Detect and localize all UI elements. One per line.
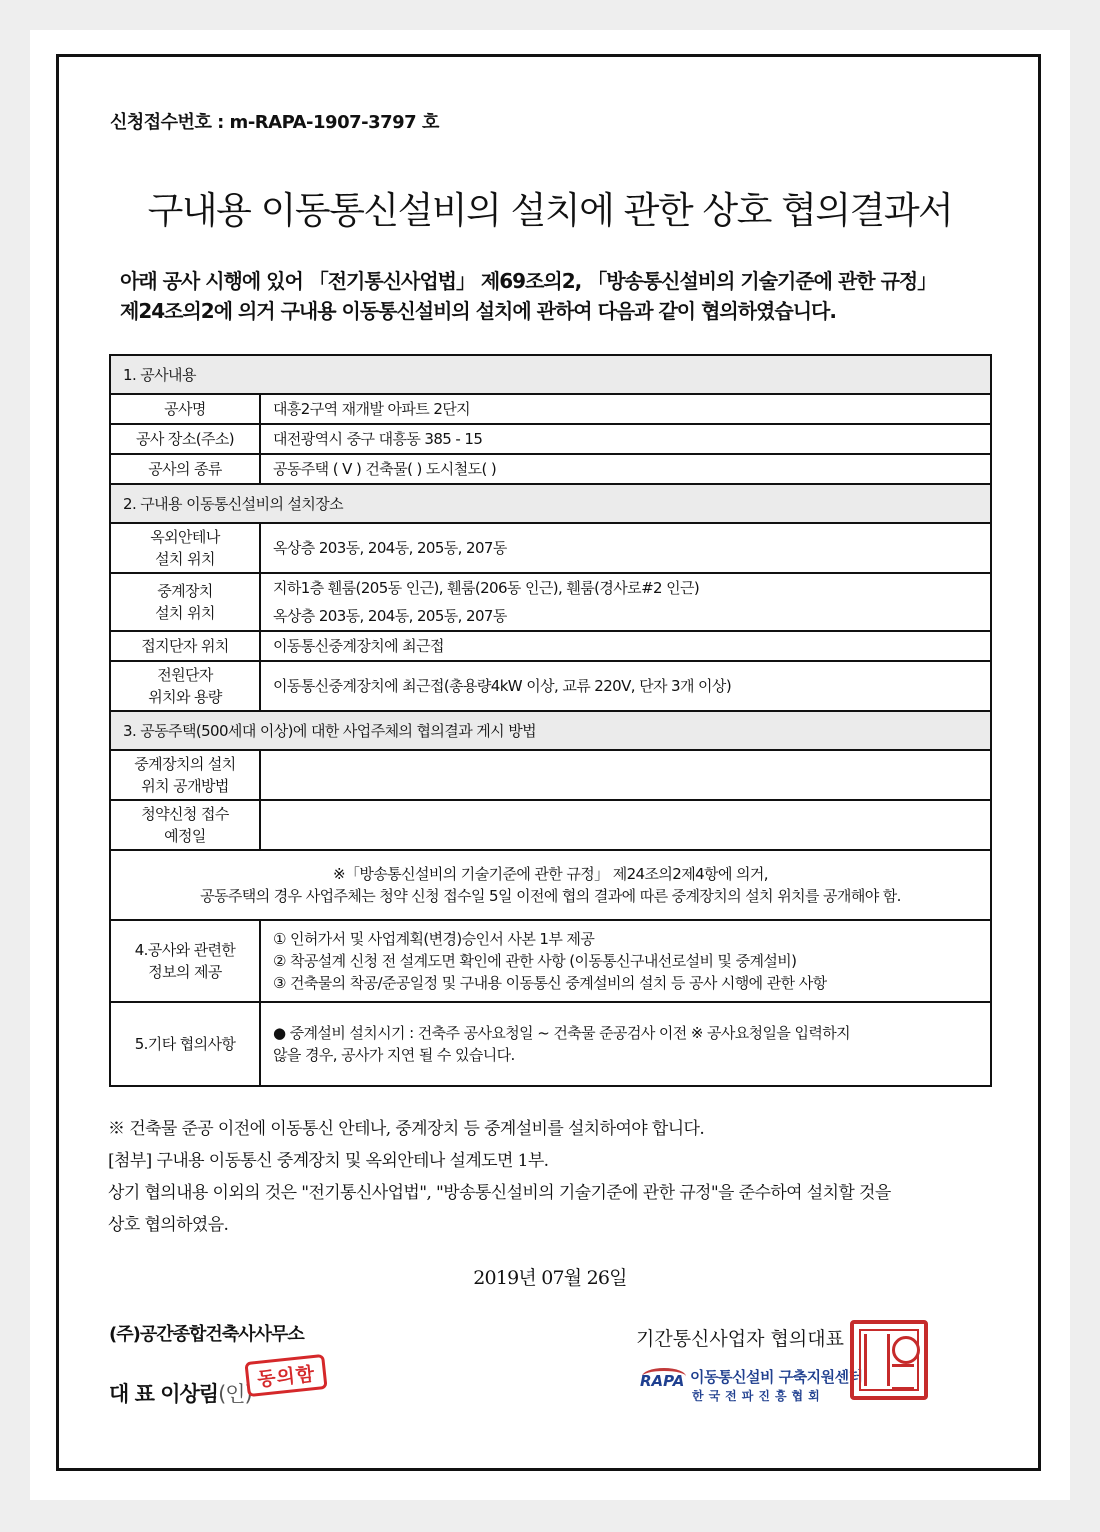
- intro-paragraph: [120, 266, 1000, 326]
- receipt-number: 신청접수번호 : m-RAPA-1907-3797 호: [110, 112, 439, 133]
- value-line: 옥상층 203동, 204동, 205동, 207동: [273, 607, 507, 625]
- row-value-address: 대전광역시 중구 대흥동 385 - 15: [260, 424, 991, 454]
- info-item: ① 인허가서 및 사업계획(변경)승인서 사본 1부 제공: [273, 930, 595, 948]
- row-value-other-matters: [260, 1002, 991, 1086]
- intro-line: 제24조의2에 의거 구내용 이동통신설비의 설치에 관하여 다음과 같이 협의하였습니다.: [120, 299, 836, 323]
- row-label: 공사의 종류: [110, 454, 260, 484]
- row-label: [110, 573, 260, 631]
- row-value-repeater: [260, 573, 991, 631]
- other-line: ● 중계설비 설치시기 : 건축주 공사요청일 ~ 건축물 준공검사 이전 ※ 공사요청일을 입력하지: [273, 1024, 851, 1042]
- row-value-power-terminal: 이동통신중계장치에 최근접(총용량4kW 이상, 교류 220V, 단자 3개 이상): [260, 661, 991, 711]
- representative-name: 대 표 이상림: [109, 1382, 219, 1406]
- row-label-line: 옥외안테나: [150, 528, 220, 546]
- row-label-line: 중계장치: [157, 582, 213, 600]
- company-name: (주)공간종합건축사사무소: [109, 1324, 304, 1345]
- footnote-line: [첨부] 구내용 이동통신 중계장치 및 옥외안테나 설계도면 1부.: [108, 1151, 549, 1171]
- info-item: ② 착공설계 신청 전 설계도면 확인에 관한 사항 (이동통신구내선로설비 및 중계설비): [273, 952, 797, 970]
- row-value-project-name: 대흥2구역 재개발 아파트 2단지: [260, 394, 991, 424]
- representative: [109, 1378, 252, 1408]
- official-seal-icon: [850, 1320, 928, 1400]
- seal-glyph: [892, 1336, 920, 1364]
- seal-glyph: [892, 1364, 914, 1390]
- row-label-line: 중계장치의 설치: [134, 755, 236, 773]
- footnotes: [108, 1113, 1008, 1241]
- row-label-line: 설치 위치: [155, 604, 215, 622]
- row-label-line: 위치 공개방법: [141, 777, 229, 795]
- rapa-logo-text: RAPA: [640, 1372, 685, 1390]
- row-label: 5.기타 협의사항: [110, 1002, 260, 1086]
- agreement-date: 2019년 07월 26일: [473, 1267, 627, 1289]
- seal-placeholder: (인): [218, 1382, 252, 1406]
- info-item: ③ 건축물의 착공/준공일정 및 구내용 이동통신 중계설비의 설치 등 공사 시행에 관한 사항: [273, 974, 827, 992]
- section-header-disclosure: 3. 공동주택(500세대 이상)에 대한 사업주체의 협의결과 게시 방법: [110, 711, 991, 750]
- row-value-outdoor-antenna: 옥상층 203동, 204동, 205동, 207동: [260, 523, 991, 573]
- footnote-line: 상호 협의하였음.: [108, 1215, 229, 1235]
- footnote-line: ※ 건축물 준공 이전에 이동통신 안테나, 중계장치 등 중계설비를 설치하여야 합니다.: [108, 1119, 705, 1139]
- row-label: 접지단자 위치: [110, 631, 260, 661]
- row-label: 공사명: [110, 394, 260, 424]
- row-label: 공사 장소(주소): [110, 424, 260, 454]
- row-label-line: 청약신청 접수: [141, 805, 229, 823]
- document-title: 구내용 이동통신설비의 설치에 관한 상호 협의결과서: [147, 189, 953, 232]
- section-header-installation-location: 2. 구내용 이동통신설비의 설치장소: [110, 484, 991, 523]
- row-value-info-provision: [260, 920, 991, 1002]
- footnote-line: 상기 협의내용 이외의 것은 "전기통신사업법", "방송통신설비의 기술기준에 관한 규정"을 준수하여 설치할 것을: [108, 1183, 891, 1203]
- value-line: 지하1층 휀룸(205동 인근), 휀룸(206동 인근), 휀룸(경사로#2 인근): [273, 579, 700, 597]
- row-label-line: 예정일: [164, 827, 206, 845]
- note-line: 공동주택의 경우 사업주체는 청약 신청 접수일 5일 이전에 협의 결과에 따른 중계장치의 설치 위치를 공개해야 함.: [200, 887, 901, 905]
- rapa-association-name: 한국전파진흥협회: [692, 1389, 825, 1403]
- row-value-construction-type: 공동주택 ( V ) 건축물( ) 도시철도( ): [260, 454, 991, 484]
- row-label: [110, 523, 260, 573]
- row-label: [110, 661, 260, 711]
- row-label: [110, 800, 260, 850]
- regulation-note: [110, 850, 991, 920]
- row-label-line: 정보의 제공: [148, 963, 222, 981]
- seal-glyph: [864, 1334, 890, 1386]
- agreement-table: [109, 354, 992, 1087]
- row-value-subscription-date: [260, 800, 991, 850]
- rapa-center-name: 이동통신설비 구축지원센터: [690, 1368, 863, 1386]
- row-value-ground-terminal: 이동통신중계장치에 최근접: [260, 631, 991, 661]
- row-label-line: 설치 위치: [155, 550, 215, 568]
- intro-line: 아래 공사 시행에 있어 「전기통신사업법」 제69조의2, 「방송통신설비의 기술기준에 관한 규정」: [120, 269, 937, 293]
- row-label-line: 위치와 용량: [148, 688, 222, 706]
- agree-stamp: 동의함: [244, 1354, 327, 1397]
- row-label-line: 4.공사와 관련한: [134, 941, 236, 959]
- row-label: [110, 920, 260, 1002]
- section-header-construction: 1. 공사내용: [110, 355, 991, 394]
- note-line: ※「방송통신설비의 기술기준에 관한 규정」 제24조의2제4항에 의거,: [333, 865, 768, 883]
- row-label: [110, 750, 260, 800]
- agency-label: 기간통신사업자 협의대표: [636, 1328, 844, 1350]
- other-line: 않을 경우, 공사가 지연 될 수 있습니다.: [273, 1046, 515, 1064]
- row-value-disclosure-method: [260, 750, 991, 800]
- row-label-line: 전원단자: [157, 666, 213, 684]
